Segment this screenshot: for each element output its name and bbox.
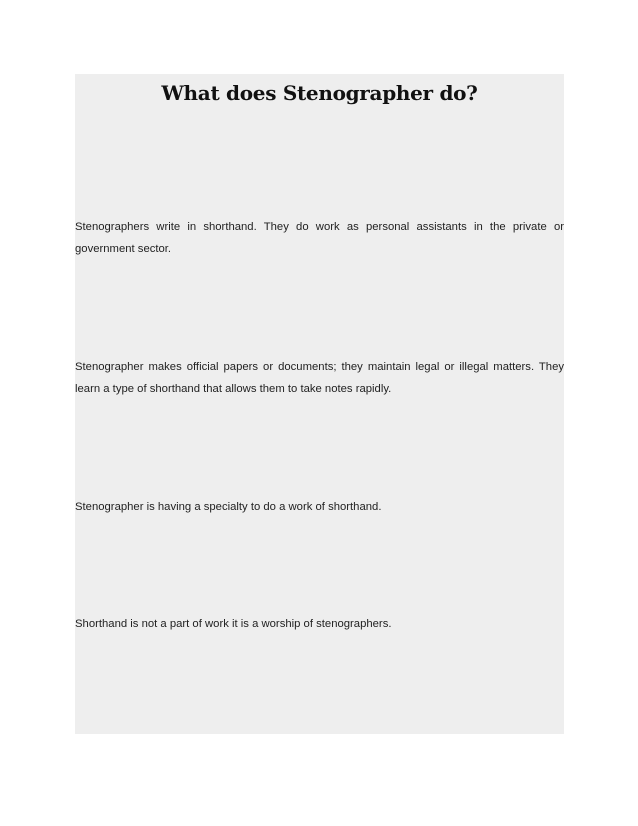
paragraph-official-documents: Stenographer makes official papers or documents; they maintain legal or illegal matters. They learn a type of shorthand that allows them to take notes rapidly. (75, 361, 564, 395)
paragraph-worship: Shorthand is not a part of work it is a worship of stenographers. (75, 618, 392, 630)
paragraph-specialty: Stenographer is having a specialty to do a work of shorthand. (75, 501, 382, 513)
paragraph-shorthand-intro: Stenographers write in shorthand. They do work as personal assistants in the private or government sector. (75, 221, 564, 255)
content-panel (75, 74, 564, 734)
page-title: What does Stenographer do? (161, 81, 478, 105)
